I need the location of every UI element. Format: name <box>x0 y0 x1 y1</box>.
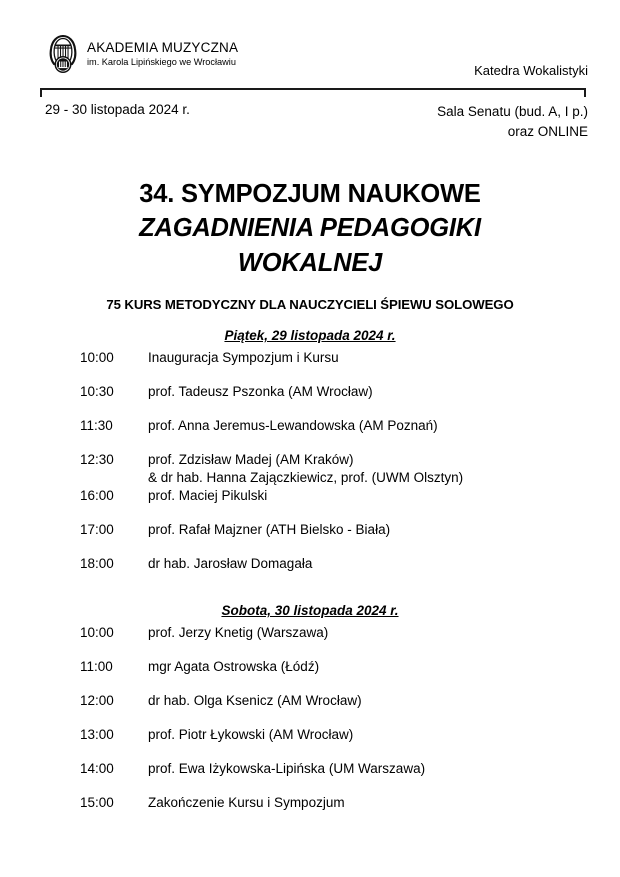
schedule-row <box>0 521 620 555</box>
institution-name: AKADEMIA MUZYCZNA <box>87 40 239 56</box>
event-dates: 29 - 30 listopada 2024 r. <box>45 102 190 117</box>
schedule-description <box>148 726 620 744</box>
schedule-description <box>148 624 620 642</box>
institution-branding <box>48 32 238 76</box>
schedule-description-line-1: prof. Jerzy Knetig (Warszawa) <box>148 625 329 640</box>
lyre-icon <box>48 32 78 76</box>
divider-tick-right <box>584 88 586 97</box>
schedule-description <box>148 521 620 539</box>
schedule-time: 10:00 <box>80 350 114 365</box>
institution-subtitle: im. Karola Lipińskiego we Wrocławiu <box>87 56 236 67</box>
schedule-time: 10:00 <box>80 625 114 640</box>
schedule <box>0 328 620 828</box>
course-subtitle: 75 KURS METODYCZNY DLA NAUCZYCIELI ŚPIEWU SOLOWEGO <box>106 297 514 312</box>
schedule-rows <box>0 622 620 828</box>
event-venue <box>437 102 588 142</box>
schedule-description <box>148 417 620 435</box>
schedule-description-line-1: prof. Ewa Iżykowska-Lipińska (UM Warszawa) <box>148 761 426 776</box>
venue-line-2: oraz ONLINE <box>507 124 588 139</box>
schedule-row <box>0 658 620 692</box>
title-line-1: 34. SYMPOZJUM NAUKOWE <box>139 180 481 208</box>
day-header: Piątek, 29 listopada 2024 r. <box>224 328 396 343</box>
schedule-description <box>148 555 620 573</box>
schedule-description-line-2: & dr hab. Hanna Zajączkiewicz, prof. (UWM Olsztyn) <box>148 470 464 485</box>
page-title <box>0 178 620 281</box>
schedule-time: 17:00 <box>80 522 114 537</box>
schedule-time: 18:00 <box>80 556 114 571</box>
schedule-description-line-1: prof. Tadeusz Pszonka (AM Wrocław) <box>148 384 373 399</box>
divider-line <box>40 88 586 90</box>
schedule-description-line-1: prof. Maciej Pikulski <box>148 488 268 503</box>
schedule-description <box>148 383 620 401</box>
title-line-3: WOKALNEJ <box>237 249 383 277</box>
schedule-time: 10:30 <box>80 384 114 399</box>
schedule-row <box>0 624 620 658</box>
schedule-row <box>0 383 620 417</box>
schedule-description <box>148 692 620 710</box>
event-meta <box>0 102 620 146</box>
schedule-description <box>148 658 620 676</box>
schedule-row <box>0 726 620 760</box>
schedule-description <box>148 794 620 812</box>
schedule-row <box>0 349 620 383</box>
schedule-time: 12:30 <box>80 452 114 467</box>
schedule-description-line-1: dr hab. Olga Ksenicz (AM Wrocław) <box>148 693 362 708</box>
venue-line-1: Sala Senatu (bud. A, I p.) <box>437 104 588 119</box>
header-divider <box>40 88 586 98</box>
schedule-description <box>148 487 620 505</box>
schedule-description-line-1: Zakończenie Kursu i Sympozjum <box>148 795 345 810</box>
schedule-description-line-1: Inauguracja Sympozjum i Kursu <box>148 350 339 365</box>
schedule-time: 13:00 <box>80 727 114 742</box>
schedule-description-line-1: prof. Anna Jeremus-Lewandowska (AM Poznań) <box>148 418 438 433</box>
schedule-row <box>0 417 620 451</box>
institution-text-block <box>87 41 238 67</box>
schedule-rows <box>0 347 620 589</box>
schedule-description <box>148 760 620 778</box>
document-header <box>0 30 620 82</box>
schedule-row <box>0 451 620 487</box>
schedule-row <box>0 760 620 794</box>
schedule-time: 11:30 <box>80 418 113 433</box>
schedule-description <box>148 349 620 367</box>
schedule-description-line-1: prof. Zdzisław Madej (AM Kraków) <box>148 452 354 467</box>
title-line-2: ZAGADNIENIA PEDAGOGIKI <box>139 214 481 242</box>
schedule-time: 16:00 <box>80 488 114 503</box>
schedule-description-line-1: mgr Agata Ostrowska (Łódź) <box>148 659 320 674</box>
schedule-row <box>0 555 620 589</box>
schedule-time: 14:00 <box>80 761 114 776</box>
schedule-description <box>148 451 620 487</box>
schedule-time: 11:00 <box>80 659 113 674</box>
schedule-description-line-1: prof. Rafał Majzner (ATH Bielsko - Biała) <box>148 522 391 537</box>
schedule-row <box>0 487 620 521</box>
department-label: Katedra Wokalistyki <box>474 63 588 78</box>
day-header: Sobota, 30 listopada 2024 r. <box>221 603 399 618</box>
schedule-row <box>0 794 620 828</box>
schedule-row <box>0 692 620 726</box>
schedule-time: 15:00 <box>80 795 114 810</box>
schedule-description-line-1: dr hab. Jarosław Domagała <box>148 556 313 571</box>
divider-tick-left <box>40 88 42 97</box>
schedule-description-line-1: prof. Piotr Łykowski (AM Wrocław) <box>148 727 354 742</box>
schedule-time: 12:00 <box>80 693 114 708</box>
